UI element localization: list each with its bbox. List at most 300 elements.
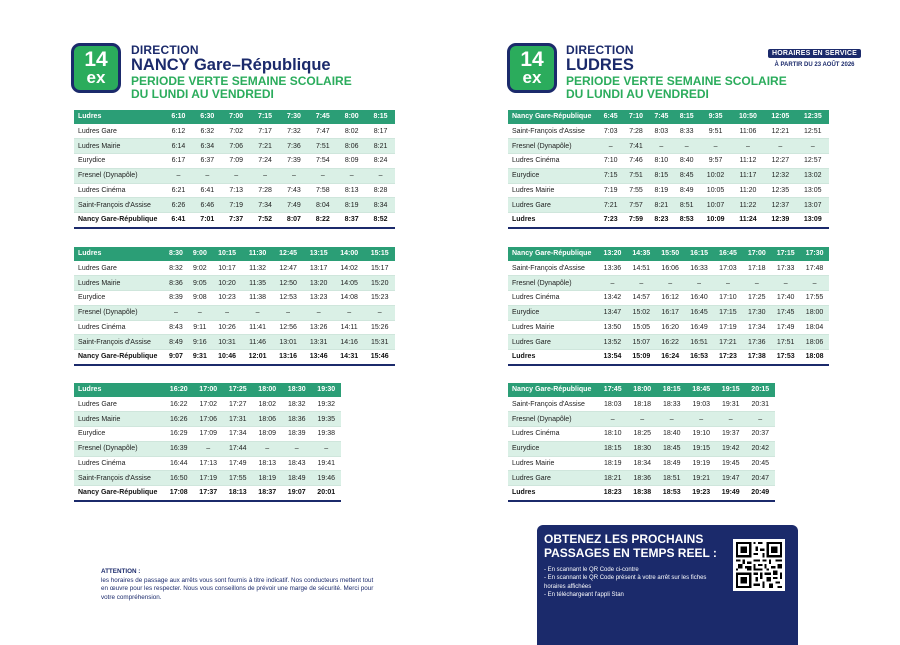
- time-cell: –: [282, 441, 312, 456]
- time-cell: 13:36: [598, 261, 627, 276]
- period-line-1: PERIODE VERTE SEMAINE SCOLAIRE: [566, 73, 787, 88]
- header-stop-name: Nancy Gare-République: [508, 383, 598, 397]
- destination-title: LUDRES: [566, 56, 634, 74]
- stop-name: Ludres Cinéma: [74, 320, 164, 335]
- time-cell: 9:05: [188, 276, 212, 291]
- departure-time: 8:30: [164, 247, 188, 261]
- time-cell: 14:51: [627, 261, 656, 276]
- time-cell: 6:46: [193, 198, 222, 213]
- timetable-left-3: [74, 383, 341, 502]
- time-cell: 7:41: [623, 139, 648, 154]
- time-cell: 8:51: [674, 198, 699, 213]
- stop-name: Eurydice: [508, 441, 598, 456]
- time-cell: 19:23: [687, 486, 717, 501]
- time-cell: 6:32: [193, 124, 222, 139]
- time-cell: 16:44: [164, 456, 194, 471]
- time-cell: 12:47: [273, 261, 304, 276]
- stop-name: Ludres Gare: [508, 335, 598, 350]
- timetable-row: [508, 320, 829, 335]
- time-cell: 17:55: [223, 471, 253, 486]
- departure-time: 8:00: [337, 110, 366, 124]
- time-cell: 18:09: [253, 427, 283, 442]
- departure-time: 19:30: [312, 383, 342, 397]
- time-cell: 13:46: [303, 350, 334, 365]
- timetable-row: [74, 397, 341, 412]
- time-cell: 7:47: [308, 124, 337, 139]
- departure-time: 18:00: [253, 383, 283, 397]
- attention-notice: [101, 568, 376, 602]
- stop-name: Ludres: [508, 213, 598, 228]
- time-cell: 18:23: [598, 486, 628, 501]
- time-cell: 13:01: [273, 335, 304, 350]
- time-cell: 17:19: [194, 471, 224, 486]
- time-cell: 8:13: [337, 183, 366, 198]
- time-cell: 6:12: [164, 124, 193, 139]
- time-cell: 7:06: [222, 139, 251, 154]
- timetable-right-1: [508, 110, 829, 229]
- direction-label: DIRECTION: [566, 43, 634, 57]
- departure-time: 10:50: [732, 110, 764, 124]
- time-cell: 18:13: [223, 486, 253, 501]
- time-cell: 20:47: [746, 471, 776, 486]
- time-cell: –: [242, 305, 273, 320]
- in-service-date: À PARTIR DU 23 AOÛT 2026: [774, 62, 855, 68]
- departure-time: 9:35: [699, 110, 731, 124]
- time-cell: 18:39: [282, 427, 312, 442]
- timetable-row: [508, 183, 829, 198]
- time-cell: 17:10: [714, 291, 743, 306]
- departure-time: 10:15: [212, 247, 243, 261]
- time-cell: 7:28: [251, 183, 280, 198]
- time-cell: 19:15: [687, 441, 717, 456]
- time-cell: 6:17: [164, 154, 193, 169]
- time-cell: 8:33: [674, 124, 699, 139]
- time-cell: 8:32: [164, 261, 188, 276]
- time-cell: 16:29: [164, 427, 194, 442]
- time-cell: –: [800, 276, 829, 291]
- timetable-row: [508, 397, 775, 412]
- time-cell: 7:43: [280, 183, 309, 198]
- time-cell: –: [334, 305, 365, 320]
- time-cell: 8:43: [164, 320, 188, 335]
- time-cell: 18:32: [282, 397, 312, 412]
- stop-name: Nancy Gare-République: [74, 213, 164, 228]
- departure-time: 6:10: [164, 110, 193, 124]
- departure-time: 7:30: [280, 110, 309, 124]
- time-cell: 18:00: [800, 305, 829, 320]
- direction-header: [131, 44, 352, 100]
- time-cell: 19:10: [687, 427, 717, 442]
- time-cell: –: [764, 139, 796, 154]
- time-cell: 18:53: [657, 486, 687, 501]
- time-cell: –: [188, 305, 212, 320]
- timetable-row: [74, 124, 395, 139]
- time-cell: 19:35: [312, 412, 342, 427]
- departure-time: 13:15: [303, 247, 334, 261]
- time-cell: 18:25: [628, 427, 658, 442]
- line-number: 14: [84, 47, 108, 71]
- departure-time: 17:45: [598, 383, 628, 397]
- time-cell: 10:02: [699, 168, 731, 183]
- departure-time: 18:45: [687, 383, 717, 397]
- time-cell: 12:51: [797, 124, 829, 139]
- departure-time: 16:20: [164, 383, 194, 397]
- stop-name: Eurydice: [74, 291, 164, 306]
- time-cell: 16:33: [685, 261, 714, 276]
- time-cell: 18:34: [628, 456, 658, 471]
- time-cell: 11:20: [732, 183, 764, 198]
- time-cell: –: [303, 305, 334, 320]
- departure-time: 12:45: [273, 247, 304, 261]
- time-cell: –: [598, 412, 628, 427]
- departure-time: 6:45: [598, 110, 623, 124]
- time-cell: 11:12: [732, 154, 764, 169]
- time-cell: 10:05: [699, 183, 731, 198]
- time-cell: 13:50: [598, 320, 627, 335]
- time-cell: 8:40: [674, 154, 699, 169]
- time-cell: 16:45: [685, 305, 714, 320]
- time-cell: –: [308, 168, 337, 183]
- time-cell: 6:14: [164, 139, 193, 154]
- in-service-notice: [768, 42, 861, 68]
- header-stop-name: Nancy Gare-République: [508, 110, 598, 124]
- departure-time: 16:15: [685, 247, 714, 261]
- time-cell: 16:17: [656, 305, 685, 320]
- time-cell: 7:24: [251, 154, 280, 169]
- time-cell: 17:33: [771, 261, 800, 276]
- time-cell: –: [687, 412, 717, 427]
- attention-text: les horaires de passage aux arrêts vous sont fournis à titre indicatif. Nos conducteurs mettent tout en œuvre pour les respecter. Nous vous conseillons de prévoir une marge de sécurité. Merci pour votre compréhension.: [101, 576, 374, 601]
- time-cell: 6:34: [193, 139, 222, 154]
- departure-time: 7:10: [623, 110, 648, 124]
- time-cell: 17:45: [771, 305, 800, 320]
- time-cell: 9:07: [164, 350, 188, 365]
- qr-code-icon: [736, 542, 782, 588]
- time-cell: 17:15: [714, 305, 743, 320]
- timetable-row: [508, 471, 775, 486]
- time-cell: 12:56: [273, 320, 304, 335]
- time-cell: 8:17: [366, 124, 395, 139]
- time-cell: 17:49: [223, 456, 253, 471]
- time-cell: 15:23: [364, 291, 395, 306]
- time-cell: –: [742, 276, 771, 291]
- attention-title: ATTENTION :: [101, 568, 141, 575]
- time-cell: 19:32: [312, 397, 342, 412]
- departure-time: 17:30: [800, 247, 829, 261]
- time-cell: 7:54: [308, 154, 337, 169]
- timetable-row: [74, 335, 395, 350]
- time-cell: –: [732, 139, 764, 154]
- time-cell: 8:04: [308, 198, 337, 213]
- time-cell: 19:03: [687, 397, 717, 412]
- time-cell: –: [364, 305, 395, 320]
- timetable-row: [508, 305, 829, 320]
- time-cell: 11:46: [242, 335, 273, 350]
- time-cell: 7:59: [623, 213, 648, 228]
- stop-name: Saint-François d'Assise: [508, 397, 598, 412]
- time-cell: 18:36: [628, 471, 658, 486]
- time-cell: 18:43: [282, 456, 312, 471]
- stop-name: Nancy Gare-République: [74, 486, 164, 501]
- time-cell: 15:02: [627, 305, 656, 320]
- time-cell: 10:23: [212, 291, 243, 306]
- time-cell: 7:09: [222, 154, 251, 169]
- time-cell: 16:12: [656, 291, 685, 306]
- time-cell: 13:05: [797, 183, 829, 198]
- time-cell: 8:49: [674, 183, 699, 198]
- time-cell: 13:02: [797, 168, 829, 183]
- time-cell: –: [656, 276, 685, 291]
- stop-name: Saint-François d'Assise: [508, 124, 598, 139]
- time-cell: 7:15: [598, 168, 623, 183]
- time-cell: 18:38: [628, 486, 658, 501]
- time-cell: 19:42: [716, 441, 746, 456]
- stop-name: Fresnel (Dynapôle): [74, 441, 164, 456]
- time-cell: 7:36: [280, 139, 309, 154]
- time-cell: 16:22: [164, 397, 194, 412]
- time-cell: 10:31: [212, 335, 243, 350]
- time-cell: 8:23: [649, 213, 674, 228]
- time-cell: 15:05: [627, 320, 656, 335]
- time-cell: 7:19: [598, 183, 623, 198]
- timetable-row: [74, 261, 395, 276]
- time-cell: 6:21: [164, 183, 193, 198]
- time-cell: 15:09: [627, 350, 656, 365]
- time-cell: –: [598, 139, 623, 154]
- time-cell: 7:32: [280, 124, 309, 139]
- time-cell: 7:03: [598, 124, 623, 139]
- time-cell: 18:40: [657, 427, 687, 442]
- timetable-row: [74, 154, 395, 169]
- stop-name: Ludres: [508, 486, 598, 501]
- time-cell: 17:18: [742, 261, 771, 276]
- time-cell: 16:51: [685, 335, 714, 350]
- timetable-row: [508, 139, 829, 154]
- timetable-row: [508, 198, 829, 213]
- time-cell: 16:40: [685, 291, 714, 306]
- line-suffix: ex: [522, 67, 542, 87]
- time-cell: 14:08: [334, 291, 365, 306]
- time-cell: 17:06: [194, 412, 224, 427]
- timetable-header-row: [74, 110, 395, 124]
- time-cell: 13:20: [303, 276, 334, 291]
- time-cell: 6:37: [193, 154, 222, 169]
- timetable-row: [74, 198, 395, 213]
- time-cell: 10:26: [212, 320, 243, 335]
- time-cell: 19:21: [687, 471, 717, 486]
- time-cell: 17:36: [742, 335, 771, 350]
- realtime-item: - En téléchargeant l'appli Stan: [544, 592, 624, 599]
- time-cell: 12:53: [273, 291, 304, 306]
- time-cell: 7:10: [598, 154, 623, 169]
- line-badge: [71, 43, 121, 93]
- time-cell: 7:34: [251, 198, 280, 213]
- departure-time: 6:30: [193, 110, 222, 124]
- time-cell: 12:57: [797, 154, 829, 169]
- time-cell: 17:34: [742, 320, 771, 335]
- timetable-row: [508, 486, 775, 501]
- departure-time: 19:15: [716, 383, 746, 397]
- time-cell: 19:07: [282, 486, 312, 501]
- time-cell: 8:28: [366, 183, 395, 198]
- time-cell: 15:20: [364, 276, 395, 291]
- timetable-row: [508, 261, 829, 276]
- departure-time: 20:15: [746, 383, 776, 397]
- time-cell: 13:17: [303, 261, 334, 276]
- time-cell: 8:15: [649, 168, 674, 183]
- time-cell: 12:37: [764, 198, 796, 213]
- timetable-row: [508, 291, 829, 306]
- time-cell: 10:20: [212, 276, 243, 291]
- time-cell: 8:07: [280, 213, 309, 228]
- time-cell: 17:23: [714, 350, 743, 365]
- stop-name: Ludres Gare: [74, 397, 164, 412]
- time-cell: 17:53: [771, 350, 800, 365]
- time-cell: 8:49: [164, 335, 188, 350]
- timetable-row: [508, 213, 829, 228]
- realtime-list: [544, 566, 729, 600]
- time-cell: 17:44: [223, 441, 253, 456]
- time-cell: 17:13: [194, 456, 224, 471]
- time-cell: 11:17: [732, 168, 764, 183]
- time-cell: 9:51: [699, 124, 731, 139]
- timetable-row: [508, 441, 775, 456]
- time-cell: 17:31: [223, 412, 253, 427]
- time-cell: 7:46: [623, 154, 648, 169]
- departure-time: 16:45: [714, 247, 743, 261]
- time-cell: 16:39: [164, 441, 194, 456]
- line-number: 14: [520, 47, 544, 71]
- timetable-row: [74, 139, 395, 154]
- time-cell: 13:09: [797, 213, 829, 228]
- time-cell: 17:02: [194, 397, 224, 412]
- destination-title: NANCY Gare–République: [131, 56, 331, 74]
- departure-time: 17:15: [771, 247, 800, 261]
- departure-time: 14:35: [627, 247, 656, 261]
- stop-name: Ludres Cinéma: [74, 183, 164, 198]
- time-cell: –: [746, 412, 776, 427]
- time-cell: –: [685, 276, 714, 291]
- stop-name: Fresnel (Dynapôle): [74, 168, 164, 183]
- time-cell: 20:49: [746, 486, 776, 501]
- timetable-left-1: [74, 110, 395, 229]
- timetable-row: [74, 305, 395, 320]
- time-cell: 12:32: [764, 168, 796, 183]
- stop-name: Fresnel (Dynapôle): [508, 139, 598, 154]
- departure-time: 12:05: [764, 110, 796, 124]
- time-cell: 17:34: [223, 427, 253, 442]
- time-cell: 11:22: [732, 198, 764, 213]
- stop-name: Eurydice: [508, 305, 598, 320]
- time-cell: –: [674, 139, 699, 154]
- time-cell: 18:19: [253, 471, 283, 486]
- time-cell: 16:53: [685, 350, 714, 365]
- stop-name: Ludres: [508, 350, 598, 365]
- departure-time: 15:50: [656, 247, 685, 261]
- time-cell: 8:39: [164, 291, 188, 306]
- time-cell: 17:03: [714, 261, 743, 276]
- time-cell: 11:32: [242, 261, 273, 276]
- timetable-row: [508, 350, 829, 365]
- time-cell: 17:30: [742, 305, 771, 320]
- header-stop-name: Ludres: [74, 247, 164, 261]
- time-cell: 17:25: [742, 291, 771, 306]
- time-cell: 18:45: [657, 441, 687, 456]
- time-cell: 6:41: [164, 213, 193, 228]
- time-cell: 18:51: [657, 471, 687, 486]
- stop-name: Ludres Mairie: [508, 456, 598, 471]
- time-cell: 7:51: [623, 168, 648, 183]
- stop-name: Saint-François d'Assise: [74, 335, 164, 350]
- qr-code[interactable]: [733, 539, 785, 591]
- time-cell: 18:36: [282, 412, 312, 427]
- time-cell: 20:45: [746, 456, 776, 471]
- stop-name: Ludres Mairie: [508, 183, 598, 198]
- time-cell: 8:09: [337, 154, 366, 169]
- time-cell: 18:13: [253, 456, 283, 471]
- time-cell: 17:48: [800, 261, 829, 276]
- timetable-row: [74, 183, 395, 198]
- time-cell: 13:42: [598, 291, 627, 306]
- time-cell: 16:50: [164, 471, 194, 486]
- departure-time: 7:45: [649, 110, 674, 124]
- time-cell: 19:47: [716, 471, 746, 486]
- time-cell: 13:23: [303, 291, 334, 306]
- time-cell: 7:58: [308, 183, 337, 198]
- stop-name: Ludres Mairie: [508, 320, 598, 335]
- departure-time: 17:25: [223, 383, 253, 397]
- timetable-row: [508, 412, 775, 427]
- time-cell: 9:08: [188, 291, 212, 306]
- timetable-row: [74, 291, 395, 306]
- time-cell: 18:03: [598, 397, 628, 412]
- time-cell: 8:21: [366, 139, 395, 154]
- stop-name: Fresnel (Dynapôle): [508, 276, 598, 291]
- time-cell: 12:35: [764, 183, 796, 198]
- time-cell: 19:37: [716, 427, 746, 442]
- stop-name: Ludres Gare: [508, 471, 598, 486]
- time-cell: 17:09: [194, 427, 224, 442]
- departure-time: 17:00: [194, 383, 224, 397]
- time-cell: 16:22: [656, 335, 685, 350]
- time-cell: 8:19: [649, 183, 674, 198]
- time-cell: –: [222, 168, 251, 183]
- departure-time: 18:00: [628, 383, 658, 397]
- time-cell: 16:26: [164, 412, 194, 427]
- time-cell: 7:02: [222, 124, 251, 139]
- time-cell: 15:26: [364, 320, 395, 335]
- time-cell: –: [628, 412, 658, 427]
- time-cell: 14:02: [334, 261, 365, 276]
- time-cell: 18:06: [253, 412, 283, 427]
- direction-header: [566, 44, 787, 100]
- period-line-2: DU LUNDI AU VENDREDI: [566, 86, 709, 101]
- time-cell: 8:06: [337, 139, 366, 154]
- time-cell: 8:03: [649, 124, 674, 139]
- timetable-row: [508, 154, 829, 169]
- time-cell: 12:21: [764, 124, 796, 139]
- realtime-item: - En scannant le QR Code ci-contre: [544, 567, 639, 573]
- time-cell: 7:13: [222, 183, 251, 198]
- time-cell: 15:31: [364, 335, 395, 350]
- timetable-left-2: [74, 247, 395, 366]
- stop-name: Saint-François d'Assise: [508, 261, 598, 276]
- stop-name: Ludres Cinéma: [508, 291, 598, 306]
- in-service-tag: HORAIRES EN SERVICE: [768, 49, 861, 58]
- departure-time: 13:20: [598, 247, 627, 261]
- time-cell: 13:31: [303, 335, 334, 350]
- time-cell: 18:18: [628, 397, 658, 412]
